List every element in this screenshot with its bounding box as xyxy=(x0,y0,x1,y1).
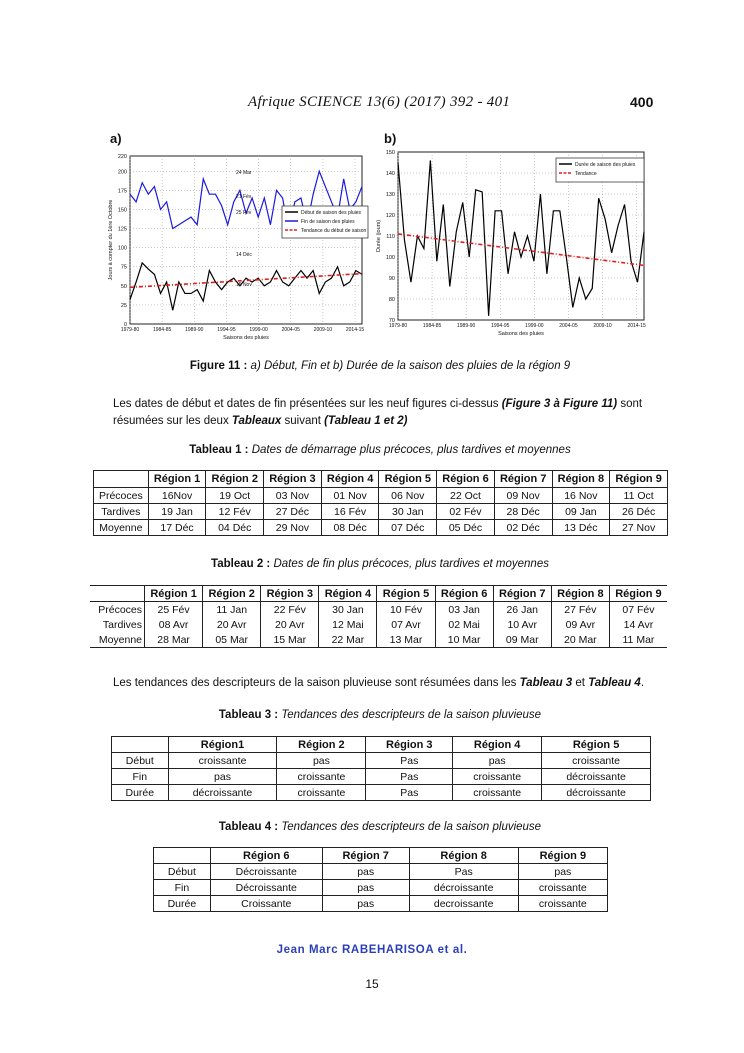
column-header: Région1 xyxy=(168,737,277,753)
table-cell: 30 Jan xyxy=(319,602,377,618)
y-tick-label: 125 xyxy=(117,226,127,233)
table-cell: 19 Oct xyxy=(206,488,264,504)
y-tick-label: 130 xyxy=(385,192,395,198)
column-header: Région 5 xyxy=(542,737,651,753)
table-cell: 27 Fév xyxy=(551,602,609,618)
table-2 xyxy=(90,585,667,648)
table-cell: croissante xyxy=(542,753,651,769)
table-row xyxy=(112,769,651,785)
x-tick-label: 1999-00 xyxy=(249,327,268,333)
table-cell: 17 Déc xyxy=(148,520,206,536)
column-header: Région 5 xyxy=(377,586,435,602)
table-cell: 03 Jan xyxy=(435,602,493,618)
table-cell: 25 Fév xyxy=(145,602,203,618)
chart-annotation: 15 Nov xyxy=(236,282,252,288)
table-cell: décroissante xyxy=(168,785,277,801)
row-label: Durée xyxy=(154,896,211,912)
table-3 xyxy=(111,736,651,801)
x-tick-label: 2009-10 xyxy=(313,327,333,333)
table-1 xyxy=(93,470,668,536)
table-cell: 27 Déc xyxy=(264,504,322,520)
legend-label: Début de saison des pluies xyxy=(301,210,362,216)
table-header-row xyxy=(94,471,668,488)
x-tick-label: 1994-95 xyxy=(217,327,236,333)
table-cell: croissante xyxy=(453,785,542,801)
table-cell: 29 Nov xyxy=(264,520,322,536)
table-row xyxy=(94,520,668,536)
table4-caption xyxy=(100,821,660,833)
table-cell: croissante xyxy=(453,769,542,785)
column-header xyxy=(94,471,149,488)
x-tick-label: 2004-05 xyxy=(281,327,300,333)
figure-caption-text: a) Début, Fin et b) Durée de la saison des pluies de la région 9 xyxy=(250,360,571,372)
table-cell: 01 Nov xyxy=(321,488,379,504)
table-row xyxy=(90,632,667,648)
chart-annotation: 21 Fév xyxy=(236,194,252,200)
x-tick-label: 1989-90 xyxy=(185,327,204,333)
column-header: Région 4 xyxy=(319,586,377,602)
table-cell: pas xyxy=(453,753,542,769)
table-cell: 08 Avr xyxy=(145,617,203,632)
table2-caption-text: Dates de fin plus précoces, plus tardives et moyennes xyxy=(273,558,549,570)
table-cell: Croissante xyxy=(210,896,322,912)
column-header: Région 1 xyxy=(145,586,203,602)
column-header: Région 4 xyxy=(453,737,542,753)
legend-label: Tendance xyxy=(575,171,597,177)
panel-label-b: b) xyxy=(384,131,397,146)
table-cell: 13 Mar xyxy=(377,632,435,648)
table-row xyxy=(154,880,608,896)
table-cell: décroissante xyxy=(542,785,651,801)
column-header: Région 3 xyxy=(264,471,322,488)
x-tick-label: 1989-90 xyxy=(456,323,476,329)
table4-caption-label: Tableau 4 : xyxy=(218,821,279,833)
y-tick-label: 140 xyxy=(385,171,395,177)
row-label: Tardives xyxy=(102,618,143,631)
x-tick-label: 1984-85 xyxy=(152,327,172,333)
table-cell: 16Nov xyxy=(148,488,206,504)
y-tick-label: 90 xyxy=(388,276,395,282)
x-axis-label: Saisons des pluies xyxy=(223,335,269,341)
table-cell: pas xyxy=(322,896,409,912)
table-cell: croissante xyxy=(277,769,366,785)
y-tick-label: 0 xyxy=(123,322,127,328)
table-row xyxy=(90,602,667,618)
table-cell: decroissante xyxy=(409,896,518,912)
y-tick-label: 50 xyxy=(120,283,127,290)
y-tick-label: 100 xyxy=(385,255,395,261)
table-row xyxy=(154,896,608,912)
y-tick-label: 100 xyxy=(117,245,127,252)
table-cell: Décroissante xyxy=(210,880,322,896)
y-tick-label: 110 xyxy=(386,234,395,240)
table-cell: 11 Oct xyxy=(610,488,668,504)
y-tick-label: 200 xyxy=(117,169,127,176)
table-cell: 02 Fév xyxy=(437,504,495,520)
table-cell: 28 Mar xyxy=(145,632,203,648)
x-tick-label: 2004-05 xyxy=(559,323,578,329)
y-tick-label: 220 xyxy=(117,154,127,160)
y-axis-label: Durée (jours) xyxy=(376,219,382,253)
table-cell: croissante xyxy=(277,785,366,801)
column-header: Région 8 xyxy=(551,586,609,602)
para2-text-3: . xyxy=(640,677,645,689)
table-row xyxy=(94,504,668,520)
para2-text-1: Les tendances des descripteurs de la saison pluvieuse sont résumées dans les xyxy=(113,677,520,689)
row-label: Moyenne xyxy=(94,520,149,536)
para1-text-3: suivant xyxy=(281,415,325,427)
table-row xyxy=(112,753,651,769)
table-cell: 10 Avr xyxy=(493,617,551,632)
chart-a xyxy=(100,148,370,343)
column-header: Région 8 xyxy=(409,848,518,864)
row-label: Précoces xyxy=(94,488,149,504)
table-cell: Pas xyxy=(366,753,453,769)
table-cell: croissante xyxy=(168,753,277,769)
column-header: Région 2 xyxy=(206,471,264,488)
table4-caption-text: Tendances des descripteurs de la saison pluvieuse xyxy=(281,821,542,833)
table-cell: 07 Déc xyxy=(379,520,437,536)
figure-caption xyxy=(100,360,660,372)
paragraph-2 xyxy=(113,675,658,692)
table-cell: 05 Déc xyxy=(437,520,495,536)
table-cell: 11 Jan xyxy=(203,602,261,618)
x-tick-label: 1999-00 xyxy=(525,323,544,329)
table-cell: 10 Mar xyxy=(435,632,493,648)
table-cell: 04 Déc xyxy=(206,520,264,536)
table2-caption xyxy=(100,558,660,570)
column-header xyxy=(90,586,145,602)
x-tick-label: 2009-10 xyxy=(593,323,612,329)
para1-ref-figures: (Figure 3 à Figure 11) xyxy=(501,398,618,410)
y-tick-label: 80 xyxy=(388,297,395,303)
column-header: Région 5 xyxy=(379,471,437,488)
table-cell: pas xyxy=(322,864,409,880)
para2-text-2: et xyxy=(572,677,589,689)
table-cell: 07 Fév xyxy=(609,602,667,618)
column-header: Région 2 xyxy=(277,737,366,753)
table-header-row xyxy=(154,848,608,864)
table-cell: pas xyxy=(322,880,409,896)
table-cell: 22 Oct xyxy=(437,488,495,504)
table-row xyxy=(154,864,608,880)
table-cell: 26 Déc xyxy=(610,504,668,520)
row-label: Précoces xyxy=(98,603,143,616)
table2-caption-label: Tableau 2 : xyxy=(211,558,271,570)
table-cell: 10 Fév xyxy=(377,602,435,618)
journal-header: Afrique SCIENCE 13(6) (2017) 392 - 401 xyxy=(248,94,511,110)
y-tick-label: 70 xyxy=(388,318,395,324)
author-footer: Jean Marc RABEHARISOA et al. xyxy=(276,944,468,956)
series-line-2 xyxy=(398,234,644,266)
para1-text-1: Les dates de début et dates de fin présentées sur les neuf figures ci-dessus xyxy=(113,398,502,410)
y-tick-label: 150 xyxy=(117,207,127,214)
table-cell: 02 Déc xyxy=(494,520,552,536)
row-label: Tardives xyxy=(94,504,149,520)
column-header xyxy=(112,737,169,753)
figure-label: Figure 11 : xyxy=(189,360,248,372)
column-header: Région 4 xyxy=(321,471,379,488)
row-label: Moyenne xyxy=(90,632,145,648)
x-tick-label: 1979-80 xyxy=(388,323,408,329)
table-row xyxy=(94,488,668,504)
y-tick-label: 150 xyxy=(385,150,395,156)
column-header xyxy=(154,848,211,864)
table-cell: décroissante xyxy=(409,880,518,896)
column-header: Région 9 xyxy=(610,471,668,488)
table-cell: pas xyxy=(277,753,366,769)
table3-caption-text: Tendances des descripteurs de la saison pluvieuse xyxy=(281,709,542,721)
column-header: Région 3 xyxy=(261,586,319,602)
column-header: Région 9 xyxy=(609,586,667,602)
table-cell: 20 Avr xyxy=(203,617,261,632)
x-tick-label: 2014-15 xyxy=(345,327,365,333)
para2-ref-tableau-4: Tableau 4 xyxy=(588,677,641,689)
x-axis-label: Saisons des pluies xyxy=(498,331,544,337)
table-cell: 20 Avr xyxy=(261,617,319,632)
page-number: 400 xyxy=(630,94,654,110)
row-label: Fin xyxy=(112,769,169,785)
table1-caption xyxy=(100,444,660,456)
column-header: Région 6 xyxy=(210,848,322,864)
y-tick-label: 25 xyxy=(120,302,127,309)
column-header: Région 9 xyxy=(518,848,607,864)
x-tick-label: 1984-85 xyxy=(422,323,442,329)
table-cell: 09 Jan xyxy=(552,504,610,520)
table-cell: 14 Avr xyxy=(609,617,667,632)
table-header-row xyxy=(112,737,651,753)
paragraph-1 xyxy=(113,396,658,430)
table3-caption-label: Tableau 3 : xyxy=(218,709,279,721)
row-label: Début xyxy=(112,753,169,769)
table-cell: 22 Fév xyxy=(261,602,319,618)
table-cell: Pas xyxy=(366,785,453,801)
table-cell: Pas xyxy=(409,864,518,880)
x-tick-label: 1979-80 xyxy=(120,327,140,333)
chart-annotation: 25 Fév xyxy=(236,210,252,216)
para1-ref-tableau-1-2: (Tableau 1 et 2) xyxy=(324,415,408,427)
legend-label: Fin de saison des pluies xyxy=(301,219,355,225)
y-axis-label: Jours à compter du 1ère Octobre xyxy=(108,199,114,281)
y-tick-label: 75 xyxy=(120,264,127,271)
table-row xyxy=(90,617,667,632)
table-cell: 22 Mar xyxy=(319,632,377,648)
table-cell: 19 Jan xyxy=(148,504,206,520)
column-header: Région 6 xyxy=(435,586,493,602)
table-cell: 05 Mar xyxy=(203,632,261,648)
chart-annotation: 14 Déc xyxy=(236,252,252,258)
para2-ref-tableau-3: Tableau 3 xyxy=(519,677,573,689)
table-cell: 16 Fév xyxy=(321,504,379,520)
column-header: Région 1 xyxy=(148,471,206,488)
table-cell: 28 Déc xyxy=(494,504,552,520)
table-cell: 13 Déc xyxy=(552,520,610,536)
column-header: Région 7 xyxy=(494,471,552,488)
para1-ref-tableaux: Tableaux xyxy=(231,415,282,427)
table-cell: 06 Nov xyxy=(379,488,437,504)
table-cell: 16 Nov xyxy=(552,488,610,504)
table-cell: 09 Nov xyxy=(494,488,552,504)
table-cell: 08 Déc xyxy=(321,520,379,536)
table-cell: 09 Mar xyxy=(493,632,551,648)
column-header: Région 8 xyxy=(552,471,610,488)
column-header: Région 3 xyxy=(366,737,453,753)
table-cell: 11 Mar xyxy=(609,632,667,648)
chart-b xyxy=(368,140,653,343)
row-label: Fin xyxy=(154,880,211,896)
table1-caption-text: Dates de démarrage plus précoces, plus tardives et moyennes xyxy=(251,444,571,456)
table-4 xyxy=(153,847,608,912)
table-cell: 09 Avr xyxy=(551,617,609,632)
table3-caption xyxy=(100,709,660,721)
table-cell: 12 Mai xyxy=(319,617,377,632)
column-header: Région 6 xyxy=(437,471,495,488)
footer-page-number: 15 xyxy=(365,977,379,991)
x-tick-label: 1994-95 xyxy=(491,323,510,329)
table-row xyxy=(112,785,651,801)
y-tick-label: 120 xyxy=(385,213,395,219)
table-cell: décroissante xyxy=(542,769,651,785)
x-tick-label: 2014-15 xyxy=(627,323,646,329)
table-cell: 27 Nov xyxy=(610,520,668,536)
chart-annotation: 24 Mar xyxy=(236,170,252,176)
para1-text-2: sont résumées sur les deux xyxy=(113,398,643,427)
table-header-row xyxy=(90,586,667,602)
row-label: Début xyxy=(154,864,211,880)
table-cell: 07 Avr xyxy=(377,617,435,632)
table-cell: pas xyxy=(168,769,277,785)
table-cell: 30 Jan xyxy=(379,504,437,520)
row-label: Durée xyxy=(112,785,169,801)
legend-label: Tendance du début de saison xyxy=(301,228,367,234)
table-cell: 26 Jan xyxy=(493,602,551,618)
table-cell: Décroissante xyxy=(210,864,322,880)
table-cell: 12 Fév xyxy=(206,504,264,520)
table-cell: pas xyxy=(518,864,607,880)
table-cell: Pas xyxy=(366,769,453,785)
column-header: Région 2 xyxy=(203,586,261,602)
legend-label: Durée de saison des pluies xyxy=(575,162,636,168)
y-tick-label: 175 xyxy=(117,188,127,195)
table-cell: croissante xyxy=(518,880,607,896)
table-cell: 15 Mar xyxy=(261,632,319,648)
table-cell: croissante xyxy=(518,896,607,912)
table1-caption-label: Tableau 1 : xyxy=(189,444,249,456)
panel-label-a: a) xyxy=(110,131,122,146)
table-cell: 03 Nov xyxy=(264,488,322,504)
plot-frame xyxy=(130,156,362,324)
table-cell: 20 Mar xyxy=(551,632,609,648)
table-cell: 02 Mai xyxy=(435,617,493,632)
column-header: Région 7 xyxy=(322,848,409,864)
column-header: Région 7 xyxy=(493,586,551,602)
